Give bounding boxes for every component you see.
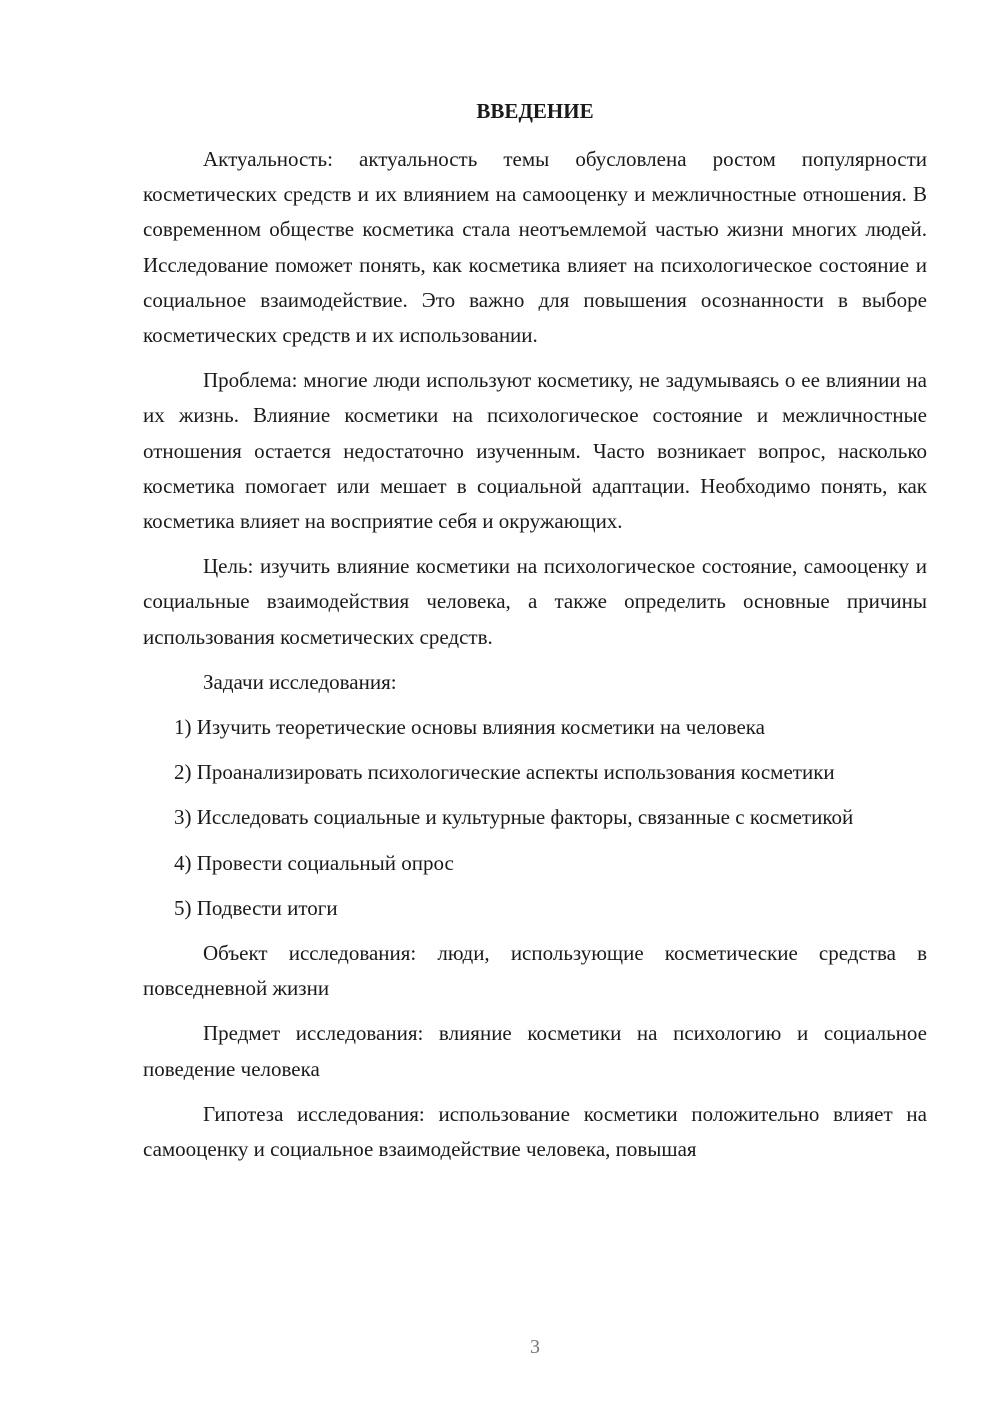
paragraph-tasks-title: Задачи исследования: [203, 669, 397, 694]
section-heading: ВВЕДЕНИЕ [476, 99, 594, 123]
task-item-1: 1) Изучить теоретические основы влияния косметики на человека [174, 715, 765, 740]
paragraph-problem: Проблема: многие люди используют косметику, не задумываясь о ее влиянии на их жизнь. Влияние косметики на психологическое состояние и межличностные отношения остается недостаточно изученным. Часто возникает вопрос, насколько косметика помогает или мешает в социальной адаптации. Необходимо понять, как косметика влияет на восприятие себя и окружающих. [143, 368, 927, 534]
task-item-2: 2) Проанализировать психологические аспекты использования косметики [174, 760, 835, 785]
paragraph-subject: Предмет исследования: влияние косметики на психологию и социальное поведение человека [143, 1021, 927, 1081]
page-number: 3 [530, 1336, 540, 1358]
task-item-4: 4) Провести социальный опрос [174, 850, 454, 875]
document-body [143, 142, 927, 1167]
paragraph-hypothesis: Гипотеза исследования: использование косметики положительно влияет на самооценку и социальное взаимодействие человека, повышая [143, 1101, 927, 1162]
paragraph-relevance: Актуальность: актуальность темы обусловлена ростом популярности косметических средств и их влиянием на самооценку и межличностные отношения. В современном обществе косметика стала неотъемлемой частью жизни многих людей. Исследование поможет понять, как косметика влияет на психологическое состояние и социальное взаимодействие. Это важно для повышения осознанности в выборе косметических средств и их использовании. [143, 147, 927, 348]
task-item-5: 5) Подвести итоги [174, 895, 338, 920]
document-page [143, 0, 927, 1414]
task-item-3: 3) Исследовать социальные и культурные факторы, связанные с косметикой [174, 805, 854, 830]
paragraph-goal: Цель: изучить влияние косметики на психологическое состояние, самооценку и социальные взаимодействия человека, а также определить основные причины использования косметических средств. [143, 554, 927, 649]
paragraph-object: Объект исследования: люди, использующие косметические средства в повседневной жизни [143, 941, 927, 1001]
